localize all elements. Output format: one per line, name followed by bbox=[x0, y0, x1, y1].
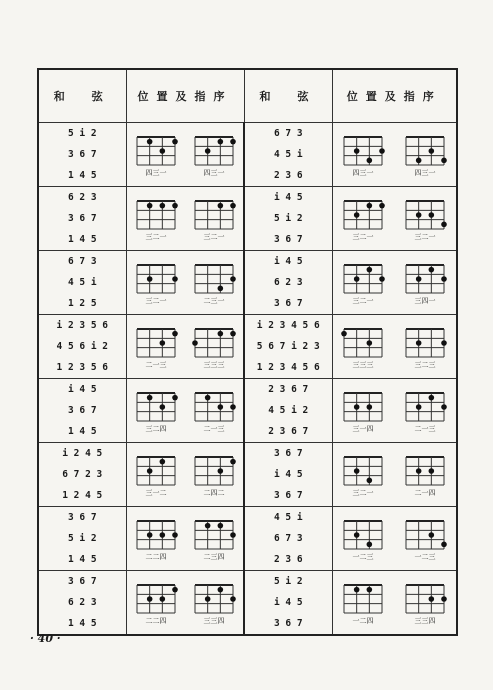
finger-dot bbox=[354, 212, 360, 218]
table-row bbox=[38, 315, 457, 379]
finger-dot bbox=[159, 596, 165, 602]
chord-note-line: i 4 5 bbox=[273, 192, 303, 203]
chord-note-line: 5 6 7 i 2 3 bbox=[256, 341, 320, 352]
finger-order: 二二四 bbox=[145, 616, 167, 625]
finger-dot bbox=[416, 404, 422, 410]
chord-note-line: 3 6 7 bbox=[67, 512, 97, 523]
chord-fingering-table bbox=[37, 68, 458, 636]
finger-dot bbox=[429, 532, 435, 538]
chord-notes-cell bbox=[38, 315, 126, 379]
finger-dot bbox=[441, 157, 447, 163]
chord-note-line: 6 7 3 bbox=[273, 128, 303, 139]
finger-dot bbox=[354, 468, 360, 474]
fretboard-diagram bbox=[402, 452, 448, 498]
chord-note-line: 6 2 3 bbox=[67, 192, 97, 203]
fretboard-diagram bbox=[191, 452, 237, 498]
fingering-cell bbox=[126, 187, 244, 251]
finger-order: 三三三 bbox=[203, 360, 225, 369]
finger-dot bbox=[354, 276, 360, 282]
finger-dot bbox=[380, 202, 386, 208]
finger-order: 一二四 bbox=[352, 616, 374, 625]
chord-note-line: i 2 3 4 5 6 bbox=[256, 320, 320, 331]
chord-note-line: 3 6 7 bbox=[273, 234, 303, 245]
chord-notes-cell bbox=[38, 507, 126, 571]
chord-note-line: i 2 4 5 bbox=[62, 448, 103, 459]
fingering-cell bbox=[332, 443, 457, 507]
finger-dot bbox=[230, 276, 236, 282]
finger-dot bbox=[146, 394, 152, 400]
chord-notes-cell bbox=[244, 379, 332, 443]
finger-dot bbox=[441, 596, 447, 602]
chord-note-line: 2 3 6 bbox=[273, 170, 303, 181]
chord-notes-cell bbox=[244, 315, 332, 379]
fingering-cell bbox=[126, 123, 244, 187]
chord-note-line: 3 6 7 bbox=[273, 448, 303, 459]
fingering-cell bbox=[332, 379, 457, 443]
fretboard-diagram bbox=[340, 388, 386, 434]
finger-dot bbox=[429, 596, 435, 602]
fretboard-diagram bbox=[191, 196, 237, 242]
finger-dot bbox=[230, 532, 236, 538]
chord-note-line: i 2 3 5 6 bbox=[56, 320, 108, 331]
finger-order: 四三一 bbox=[414, 168, 436, 177]
finger-dot bbox=[217, 330, 223, 336]
finger-order: 二一四 bbox=[414, 488, 436, 497]
table-header-row bbox=[38, 69, 457, 123]
chord-notes-cell bbox=[244, 507, 332, 571]
finger-order: 三三四 bbox=[414, 616, 436, 625]
fingering-cell bbox=[332, 507, 457, 571]
finger-dot bbox=[441, 221, 447, 227]
table-row bbox=[38, 571, 457, 636]
fingering-cell bbox=[126, 443, 244, 507]
chord-notes-cell bbox=[244, 123, 332, 187]
finger-order: 二三一 bbox=[203, 296, 225, 305]
finger-order: 二二四 bbox=[145, 552, 167, 561]
finger-dot bbox=[217, 586, 223, 592]
fingering-cell bbox=[332, 315, 457, 379]
chord-note-line: 1 2 4 5 bbox=[62, 490, 103, 501]
finger-dot bbox=[205, 148, 211, 154]
chord-note-line: 5 i 2 bbox=[67, 533, 97, 544]
fretboard-diagram bbox=[191, 132, 237, 178]
finger-dot bbox=[367, 586, 373, 592]
header-position-right: 位置及指序 bbox=[332, 69, 457, 123]
fretboard-diagram bbox=[402, 196, 448, 242]
table-row bbox=[38, 251, 457, 315]
finger-order: 三四一 bbox=[414, 296, 436, 305]
finger-dot bbox=[416, 468, 422, 474]
chord-note-line: 1 4 5 bbox=[67, 426, 97, 437]
chord-note-line: 3 6 7 bbox=[273, 490, 303, 501]
finger-dot bbox=[159, 404, 165, 410]
fretboard-diagram bbox=[191, 580, 237, 626]
chord-note-line: 6 7 2 3 bbox=[62, 469, 103, 480]
chord-note-line: i 4 5 bbox=[273, 469, 303, 480]
finger-dot bbox=[441, 404, 447, 410]
finger-order: 三二三 bbox=[414, 360, 436, 369]
finger-dot bbox=[172, 532, 178, 538]
finger-order: 三二一 bbox=[145, 296, 167, 305]
fingering-cell bbox=[126, 571, 244, 636]
fretboard-diagram bbox=[402, 260, 448, 306]
finger-dot bbox=[159, 340, 165, 346]
fretboard-diagram bbox=[133, 516, 179, 562]
fingering-cell bbox=[332, 571, 457, 636]
table-row bbox=[38, 123, 457, 187]
chord-note-line: 1 2 3 4 5 6 bbox=[256, 362, 320, 373]
fingering-cell bbox=[332, 251, 457, 315]
chord-notes-cell bbox=[38, 379, 126, 443]
chord-note-line: 6 7 3 bbox=[67, 256, 97, 267]
chord-note-line: 6 7 3 bbox=[273, 533, 303, 544]
chord-note-line: 2 3 6 7 bbox=[268, 384, 309, 395]
finger-order: 三三三 bbox=[352, 360, 374, 369]
finger-dot bbox=[367, 202, 373, 208]
finger-order: 四三一 bbox=[203, 168, 225, 177]
finger-dot bbox=[230, 404, 236, 410]
chord-notes-cell bbox=[38, 123, 126, 187]
finger-dot bbox=[205, 522, 211, 528]
finger-dot bbox=[441, 541, 447, 547]
finger-dot bbox=[416, 157, 422, 163]
fretboard-diagram bbox=[340, 452, 386, 498]
fingering-cell bbox=[126, 379, 244, 443]
finger-dot bbox=[429, 212, 435, 218]
finger-dot bbox=[230, 458, 236, 464]
finger-dot bbox=[172, 330, 178, 336]
chord-note-line: 5 i 2 bbox=[67, 128, 97, 139]
finger-dot bbox=[146, 532, 152, 538]
finger-dot bbox=[172, 202, 178, 208]
chord-note-line: 3 6 7 bbox=[67, 576, 97, 587]
finger-dot bbox=[146, 202, 152, 208]
fretboard-diagram bbox=[191, 260, 237, 306]
fretboard-diagram bbox=[402, 516, 448, 562]
fretboard-diagram bbox=[402, 132, 448, 178]
fingering-cell bbox=[332, 123, 457, 187]
finger-order: 三二一 bbox=[352, 488, 374, 497]
fretboard-diagram bbox=[133, 388, 179, 434]
finger-dot bbox=[354, 404, 360, 410]
finger-dot bbox=[146, 596, 152, 602]
finger-order: 三三四 bbox=[203, 616, 225, 625]
finger-order: 三二一 bbox=[203, 232, 225, 241]
chord-note-line: 3 6 7 bbox=[273, 618, 303, 629]
chord-note-line: 4 5 i bbox=[273, 512, 303, 523]
header-position-left: 位置及指序 bbox=[126, 69, 244, 123]
fretboard-diagram bbox=[340, 132, 386, 178]
chord-note-line: 4 5 i bbox=[273, 149, 303, 160]
finger-dot bbox=[217, 202, 223, 208]
chord-note-line: i 4 5 bbox=[273, 597, 303, 608]
chord-note-line: 2 3 6 bbox=[273, 554, 303, 565]
finger-dot bbox=[429, 394, 435, 400]
fretboard-diagram bbox=[402, 388, 448, 434]
finger-dot bbox=[159, 532, 165, 538]
finger-dot bbox=[159, 458, 165, 464]
finger-dot bbox=[205, 596, 211, 602]
fretboard-diagram bbox=[340, 260, 386, 306]
finger-order: 二四二 bbox=[203, 488, 225, 497]
finger-dot bbox=[217, 138, 223, 144]
finger-order: 二一三 bbox=[145, 360, 167, 369]
finger-dot bbox=[146, 276, 152, 282]
finger-dot bbox=[172, 276, 178, 282]
finger-dot bbox=[367, 157, 373, 163]
finger-order: 三二四 bbox=[145, 424, 167, 433]
fretboard-diagram bbox=[402, 580, 448, 626]
chord-note-line: 2 3 6 7 bbox=[268, 426, 309, 437]
finger-order: 一二三 bbox=[414, 552, 436, 561]
finger-order: 三一四 bbox=[352, 424, 374, 433]
finger-dot bbox=[217, 285, 223, 291]
finger-order: 四三一 bbox=[352, 168, 374, 177]
finger-dot bbox=[429, 266, 435, 272]
finger-dot bbox=[354, 148, 360, 154]
fingering-cell bbox=[126, 315, 244, 379]
chord-note-line: 6 2 3 bbox=[67, 597, 97, 608]
fretboard-diagram bbox=[133, 132, 179, 178]
table-row bbox=[38, 443, 457, 507]
fretboard-diagram bbox=[133, 196, 179, 242]
chord-notes-cell bbox=[244, 251, 332, 315]
chord-note-line: 3 6 7 bbox=[273, 298, 303, 309]
fretboard-diagram bbox=[133, 260, 179, 306]
fingering-cell bbox=[332, 187, 457, 251]
finger-dot bbox=[416, 212, 422, 218]
chord-note-line: 1 2 3 5 6 bbox=[56, 362, 108, 373]
finger-dot bbox=[416, 276, 422, 282]
fretboard-diagram bbox=[133, 452, 179, 498]
finger-dot bbox=[172, 394, 178, 400]
finger-order: 二一三 bbox=[414, 424, 436, 433]
finger-dot bbox=[159, 148, 165, 154]
finger-dot bbox=[230, 138, 236, 144]
chord-note-line: 4 5 i 2 bbox=[268, 405, 309, 416]
fretboard-diagram bbox=[133, 324, 179, 370]
finger-dot bbox=[172, 586, 178, 592]
finger-order: 三一二 bbox=[145, 488, 167, 497]
finger-dot bbox=[192, 340, 198, 346]
chord-notes-cell bbox=[244, 443, 332, 507]
fretboard-diagram bbox=[402, 324, 448, 370]
finger-dot bbox=[429, 468, 435, 474]
finger-dot bbox=[342, 330, 348, 336]
finger-dot bbox=[159, 202, 165, 208]
header-chord-right: 和 弦 bbox=[244, 69, 332, 123]
finger-dot bbox=[441, 276, 447, 282]
chord-note-line: 1 4 5 bbox=[67, 618, 97, 629]
finger-dot bbox=[217, 468, 223, 474]
chord-notes-cell bbox=[38, 443, 126, 507]
fretboard-diagram bbox=[340, 516, 386, 562]
finger-dot bbox=[441, 340, 447, 346]
chord-note-line: 3 6 7 bbox=[67, 405, 97, 416]
fretboard-diagram bbox=[340, 580, 386, 626]
finger-order: 三二一 bbox=[352, 232, 374, 241]
chord-notes-cell bbox=[244, 571, 332, 636]
finger-dot bbox=[367, 404, 373, 410]
finger-dot bbox=[205, 394, 211, 400]
chord-note-line: i 4 5 bbox=[67, 384, 97, 395]
chord-note-line: 3 6 7 bbox=[67, 213, 97, 224]
finger-dot bbox=[217, 404, 223, 410]
chord-note-line: 1 4 5 bbox=[67, 554, 97, 565]
finger-dot bbox=[172, 138, 178, 144]
fingering-cell bbox=[126, 507, 244, 571]
finger-order: 三二一 bbox=[145, 232, 167, 241]
finger-dot bbox=[367, 266, 373, 272]
finger-dot bbox=[230, 330, 236, 336]
fretboard-diagram bbox=[340, 196, 386, 242]
fretboard-diagram bbox=[133, 580, 179, 626]
fretboard-diagram bbox=[191, 388, 237, 434]
chord-note-line: 1 4 5 bbox=[67, 234, 97, 245]
finger-dot bbox=[380, 148, 386, 154]
finger-dot bbox=[230, 596, 236, 602]
finger-dot bbox=[146, 138, 152, 144]
chord-notes-cell bbox=[244, 187, 332, 251]
chord-note-line: 1 4 5 bbox=[67, 170, 97, 181]
finger-order: 二三四 bbox=[203, 552, 225, 561]
chord-note-line: 1 2 5 bbox=[67, 298, 97, 309]
finger-dot bbox=[367, 340, 373, 346]
finger-order: 三二一 bbox=[352, 296, 374, 305]
finger-dot bbox=[354, 586, 360, 592]
chord-note-line: 6 2 3 bbox=[273, 277, 303, 288]
finger-dot bbox=[230, 202, 236, 208]
finger-dot bbox=[416, 340, 422, 346]
finger-dot bbox=[217, 522, 223, 528]
chord-notes-cell bbox=[38, 571, 126, 636]
finger-dot bbox=[354, 532, 360, 538]
finger-order: 一二三 bbox=[352, 552, 374, 561]
finger-dot bbox=[367, 541, 373, 547]
finger-dot bbox=[146, 468, 152, 474]
chord-note-line: 5 i 2 bbox=[273, 213, 303, 224]
header-chord-left: 和 弦 bbox=[38, 69, 126, 123]
finger-dot bbox=[380, 276, 386, 282]
fretboard-diagram bbox=[340, 324, 386, 370]
chord-notes-cell bbox=[38, 251, 126, 315]
fretboard-diagram bbox=[191, 324, 237, 370]
page-number: · 40 · bbox=[30, 632, 61, 645]
table-row bbox=[38, 187, 457, 251]
fretboard-diagram bbox=[191, 516, 237, 562]
table-row bbox=[38, 507, 457, 571]
finger-order: 三二一 bbox=[414, 232, 436, 241]
chord-note-line: 4 5 i bbox=[67, 277, 97, 288]
chord-notes-cell bbox=[38, 187, 126, 251]
finger-order: 四三一 bbox=[145, 168, 167, 177]
fingering-cell bbox=[126, 251, 244, 315]
table-row bbox=[38, 379, 457, 443]
finger-dot bbox=[367, 477, 373, 483]
chord-note-line: 3 6 7 bbox=[67, 149, 97, 160]
finger-order: 二一三 bbox=[203, 424, 225, 433]
chord-note-line: 4 5 6 i 2 bbox=[56, 341, 108, 352]
chord-note-line: i 4 5 bbox=[273, 256, 303, 267]
finger-dot bbox=[429, 148, 435, 154]
chord-note-line: 5 i 2 bbox=[273, 576, 303, 587]
